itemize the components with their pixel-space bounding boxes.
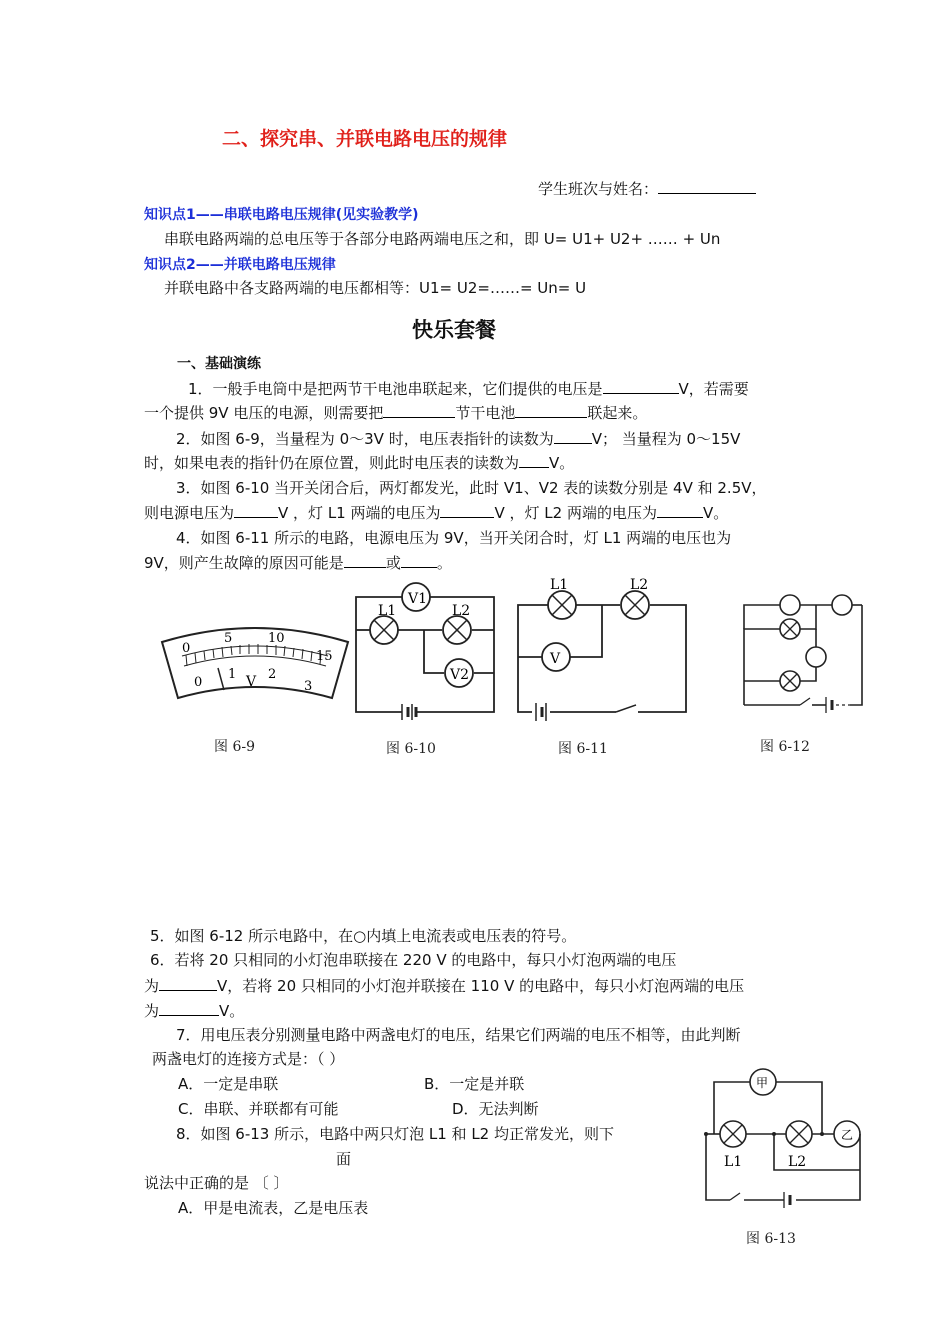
q3-blank-l1[interactable] <box>440 502 494 518</box>
q4-blank-2[interactable] <box>401 552 437 568</box>
q6-blank-parallel[interactable] <box>159 1000 219 1016</box>
q4-line1: 4．如图 6-11 所示的电路，电源电压为 9V，当开关闭合时，灯 L1 两端的电压也为 <box>176 529 732 547</box>
fig9-scale-0: 0 <box>182 641 191 656</box>
q4-text-b: 或 <box>385 554 401 572</box>
kp2-text: 并联电路中各支路两端的电压都相等：U1= U2=……= Un= U <box>164 279 587 297</box>
q8-line2: 面 <box>336 1150 352 1168</box>
student-name-blank[interactable] <box>658 178 756 194</box>
q7-option-b[interactable]: B．一定是并联 <box>424 1075 525 1093</box>
kp1-text: 串联电路两端的总电压等于各部分电路两端电压之和，即 U= U1+ U2+ …… + Un <box>164 230 721 248</box>
q6-line2 <box>144 975 744 996</box>
q1-blank-count[interactable] <box>383 402 455 418</box>
q7-option-c[interactable]: C．串联、并联都有可能 <box>178 1100 339 1118</box>
fig-6-10-circuit <box>350 575 500 720</box>
q8-line1: 8．如图 6-13 所示，电路中两只灯泡 L1 和 L2 均正常发光，则下 <box>176 1125 614 1143</box>
q3-text-b: V ，灯 L1 两端的电压为 <box>278 504 441 522</box>
fig13-l1-label: L1 <box>724 1154 743 1170</box>
q3-blank-source[interactable] <box>234 502 278 518</box>
q3-line2 <box>144 502 728 523</box>
fig9-scale-b2: 2 <box>268 667 277 682</box>
q1-text-e: 联起来。 <box>587 404 648 422</box>
q3-blank-l2[interactable] <box>657 502 703 518</box>
student-name-line <box>538 178 756 199</box>
q5-text: 5．如图 6-12 所示电路中，在○内填上电流表或电压表的符号。 <box>150 927 577 945</box>
q7-line2: 两盏电灯的连接方式是：（ ） <box>152 1050 345 1068</box>
kp2-heading: 知识点2——并联电路电压规律 <box>144 257 336 273</box>
sub-title: 一、基础演练 <box>177 356 261 372</box>
q2-blank-15v[interactable] <box>519 452 549 468</box>
q2-blank-3v[interactable] <box>554 428 592 444</box>
q1-text-b: V，若需要 <box>678 380 749 398</box>
q1-text-a: 1．一般手电筒中是把两节干电池串联起来，它们提供的电压是 <box>188 380 603 398</box>
fig-6-13-caption: 图 6-13 <box>746 1231 796 1247</box>
q6-line3 <box>144 1000 244 1021</box>
fig-6-11-circuit <box>512 575 692 720</box>
q4-line2 <box>144 552 452 573</box>
q2-text-b: V； 当量程为 0～15V <box>591 430 741 448</box>
section-title: 快乐套餐 <box>412 318 496 342</box>
q6-text-a: 为 <box>144 977 160 995</box>
q1-line1 <box>188 378 749 399</box>
q2-line2 <box>144 452 574 473</box>
q7-line1: 7．用电压表分别测量电路中两盏电灯的电压，结果它们两端的电压不相等，由此判断 <box>176 1026 741 1044</box>
fig10-v2-label: V2 <box>450 667 470 683</box>
fig-6-9-voltmeter-dial <box>160 620 350 710</box>
fig-6-10-caption: 图 6-10 <box>386 741 436 757</box>
q3-text-a: 则电源电压为 <box>144 504 235 522</box>
q1-text-d: 节干电池 <box>455 404 516 422</box>
fig11-l2-label: L2 <box>630 577 649 593</box>
q6-line1: 6．若将 20 只相同的小灯泡串联接在 220 V 的电路中，每只小灯泡两端的电压 <box>150 951 677 969</box>
q6-blank-series[interactable] <box>159 975 217 991</box>
fig-6-12-circuit <box>740 595 865 710</box>
fig-6-12-caption: 图 6-12 <box>760 739 810 755</box>
q8-line3: 说法中正确的是 〔 〕 <box>144 1174 289 1192</box>
q8-option-a[interactable]: A．甲是电流表，乙是电压表 <box>178 1199 369 1217</box>
q4-text-a: 9V，则产生故障的原因可能是 <box>144 554 344 572</box>
q2-text-d: V。 <box>549 454 575 472</box>
fig9-scale-5: 5 <box>224 631 233 646</box>
kp1-heading: 知识点1——串联电路电压规律(见实验教学) <box>144 207 419 223</box>
fig-6-11-caption: 图 6-11 <box>558 741 608 757</box>
q2-text-c: 时，如果电表的指针仍在原位置，则此时电压表的读数为 <box>144 454 520 472</box>
q6-text-d: V。 <box>219 1002 245 1020</box>
fig9-scale-b0: 0 <box>194 675 203 690</box>
q4-blank-1[interactable] <box>344 552 386 568</box>
fig9-scale-b3: 3 <box>304 679 313 694</box>
fig11-v-label: V <box>550 651 561 667</box>
fig-6-9-caption: 图 6-9 <box>214 739 255 755</box>
q1-line2 <box>144 402 647 423</box>
fig13-yi-label: 乙 <box>841 1128 854 1142</box>
fig13-l2-label: L2 <box>788 1154 807 1170</box>
student-name-label: 学生班次与姓名： <box>538 180 659 198</box>
fig10-l1-label: L1 <box>378 603 397 619</box>
q1-text-c: 一个提供 9V 电压的电源，则需要把 <box>144 404 384 422</box>
q3-text-c: V ，灯 L2 两端的电压为 <box>494 504 657 522</box>
fig11-l1-label: L1 <box>550 577 569 593</box>
q1-blank-voltage[interactable] <box>603 378 679 394</box>
fig13-jia-label: 甲 <box>756 1076 769 1090</box>
q7-option-a[interactable]: A．一定是串联 <box>178 1075 279 1093</box>
fig10-v1-label: V1 <box>408 591 428 607</box>
q2-line1 <box>176 428 740 449</box>
q1-blank-type[interactable] <box>515 402 587 418</box>
q6-text-b: V，若将 20 只相同的小灯泡并联接在 110 V 的电路中，每只小灯泡两端的电压 <box>217 977 745 995</box>
q3-line1: 3．如图 6-10 当开关闭合后，两灯都发光，此时 V1、V2 表的读数分别是 4V 和 2.5V， <box>176 479 767 497</box>
fig10-l2-label: L2 <box>452 603 471 619</box>
q4-text-c: 。 <box>436 554 452 572</box>
q6-text-c: 为 <box>144 1002 160 1020</box>
q2-text-a: 2．如图 6-9，当量程为 0～3V 时，电压表指针的读数为 <box>176 430 554 448</box>
fig9-unit: V <box>246 674 257 690</box>
q3-text-d: V。 <box>702 504 729 522</box>
fig-6-13-circuit <box>700 1062 865 1212</box>
fig9-scale-10: 10 <box>268 631 285 646</box>
page-title: 二、探究串、并联电路电压的规律 <box>222 128 508 150</box>
fig9-scale-15: 15 <box>316 649 333 664</box>
fig9-scale-b1: 1 <box>228 667 237 682</box>
q7-option-d[interactable]: D．无法判断 <box>452 1100 539 1118</box>
